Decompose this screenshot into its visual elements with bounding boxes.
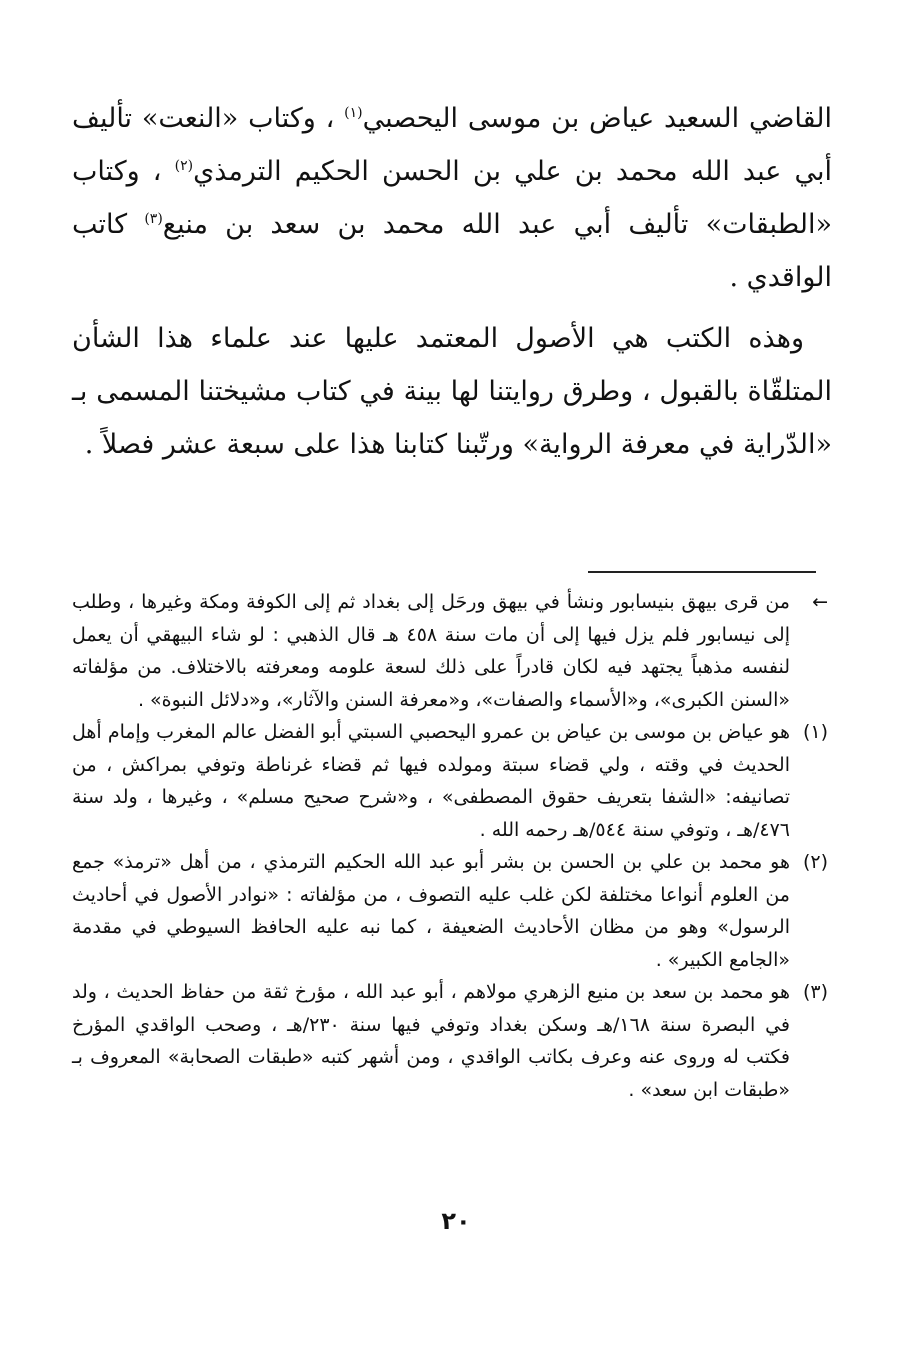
paragraph-1-part-c: ، وكتاب «الطبقات» تأليف أبي عبد الله محمد بن سعد بن منيع [72,156,832,240]
paragraph-2: وهذه الكتب هي الأصول المعتمد عليها عند علماء هذا الشأن المتلقّاة بالقبول ، وطرق روايتنا لها بينة في كتاب مشيختنا المسمى بـ «الدّراية في معرفة الرواية» ورتّبنا كتابنا هذا على سبعة عشر فصلاً . [72,323,832,460]
paragraph-1-part-a: القاضي السعيد عياض بن موسى اليحصبي [362,103,833,134]
main-text [72,92,832,471]
footnote-continuation-text: من قرى بيهق بنيسابور ونشأ في بيهق ورحَل إلى بغداد ثم إلى الكوفة ومكة وغيرها ، وطلب إلى نيسابور فلم يزل فيها إلى أن مات سنة ٤٥٨ هـ قال الذهبي : لو شاء البيهقي أن يعمل لنفسه مذهباً يجتهد فيه لكان قادراً على ذلك لسعة علومه ومعرفته بالاختلاف. من مؤلفاته «السنن الكبرى»، و«الأسماء والصفات»، و«معرفة السنن والآثار»، و«دلائل النبوة» . [72,591,790,711]
footnote-text: هو عياض بن موسى بن عياض بن عمرو اليحصبي السبتي أبو الفضل عالم المغرب وإمام أهل الحديث في وقته ، ولي قضاء سبتة ومولده فيها ثم قضاء غرناطة وتوفي بمراكش ، من تصانيفه: «الشفا بتعريف حقوق المصطفى» ، و«شرح صحيح مسلم» ، وغيرها ، ولد سنة ٤٧٦/هـ ، وتوفي سنة ٥٤٤/هـ رحمه الله . [72,721,790,841]
footnote-1 [72,716,828,846]
footnote-3 [72,976,828,1106]
footnote-text: هو محمد بن سعد بن منيع الزهري مولاهم ، أبو عبد الله ، مؤرخ ثقة من حفاظ الحديث ، ولد في البصرة سنة ١٦٨/هـ وسكن بغداد وتوفي فيها سنة ٢٣٠/هـ ، وصحب الواقدي المؤرخ فكتب له وروى عنه وعرف بكاتب الواقدي ، ومن أشهر كتبه «طبقات الصحابة» المعروف بـ «طبقات ابن سعد» . [72,981,791,1101]
continuation-arrow-icon: ← [812,591,828,613]
footnote-ref-2[interactable]: (٢) [174,158,194,174]
footnote-continuation [72,586,828,716]
footnote-2 [72,846,828,976]
footnote-text: هو محمد بن علي بن الحسن بن بشر أبو عبد الله الحكيم الترمذي ، من أهل «ترمذ» جمع من العلوم أنواعا مختلفة لكن غلب عليه التصوف ، من مؤلفاته : «نوادر الأصول في أحاديث الرسول» وهو من مظان الأحاديث الضعيفة ، كما نبه عليه الحافظ السيوطي في مقدمة «الجامع الكبير» . [72,851,790,971]
footnotes [72,586,828,1106]
footnote-number: (١) [802,721,828,743]
page-number: ٢٠ [441,1207,471,1235]
footnote-ref-3[interactable]: (٣) [144,211,163,227]
footnote-number: (٣) [802,981,828,1003]
footnote-separator [588,571,816,573]
footnote-ref-1[interactable]: (١) [344,105,363,121]
paragraph-1-part-d: كاتب الواقدي . [72,209,832,293]
footnote-number: (٢) [802,851,828,873]
paragraph-1-part-b: ، وكتاب «النعت» تأليف أبي عبد الله محمد بن علي بن الحسن الحكيم الترمذي [72,103,832,187]
paragraph-1 [72,92,832,304]
